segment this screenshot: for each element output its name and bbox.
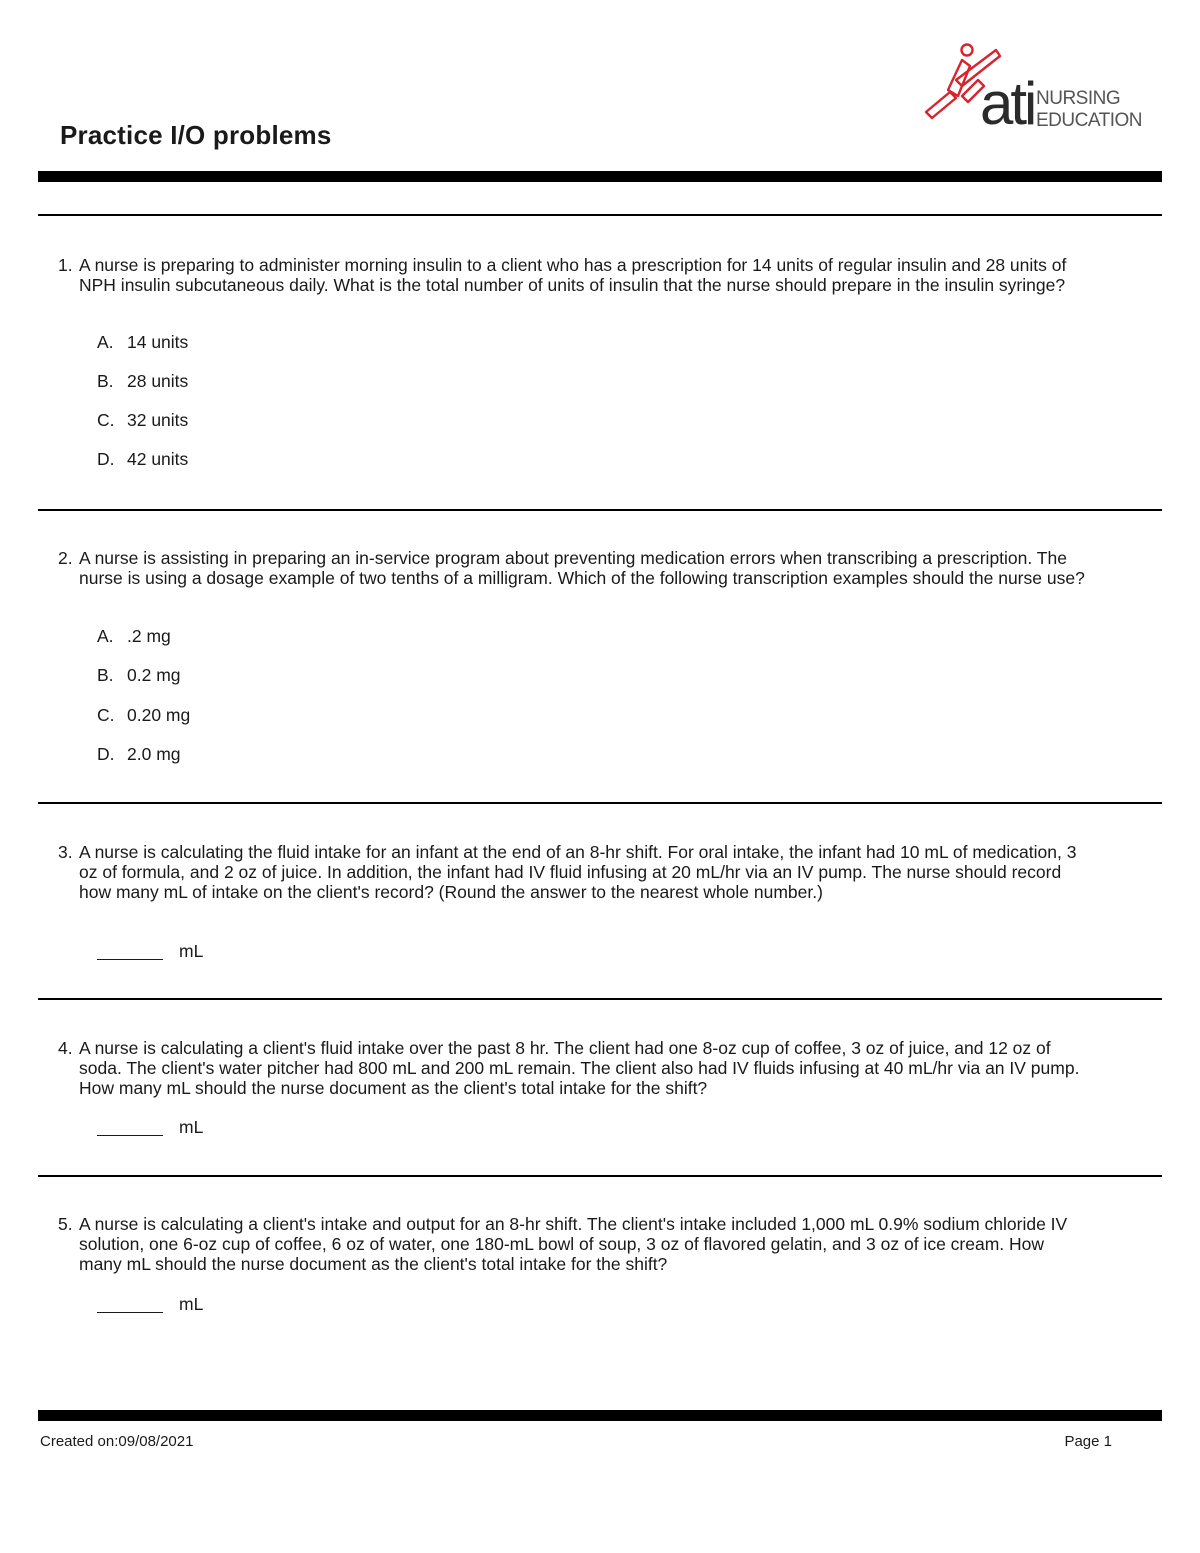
footer-divider-thick <box>38 1410 1162 1421</box>
answer-blank[interactable] <box>97 941 203 961</box>
answer-blank[interactable] <box>97 1117 203 1137</box>
answer-option[interactable] <box>97 371 188 391</box>
question-divider <box>38 998 1162 1000</box>
question-number: 1. <box>58 255 73 275</box>
question-divider <box>38 802 1162 804</box>
answer-option[interactable] <box>97 744 181 764</box>
logo-subtitle-line2: EDUCATION <box>1036 110 1142 131</box>
option-text: 0.2 mg <box>127 665 181 685</box>
option-letter: D. <box>97 449 115 469</box>
page-title: Practice I/O problems <box>60 120 332 150</box>
option-letter: C. <box>97 705 115 725</box>
question-number: 2. <box>58 548 73 568</box>
logo-subtitle <box>1036 88 1142 132</box>
answer-blank[interactable] <box>97 1294 203 1314</box>
question-number: 3. <box>58 842 73 862</box>
answer-option[interactable] <box>97 705 190 725</box>
option-letter: C. <box>97 410 115 430</box>
answer-unit: mL <box>179 1294 204 1314</box>
question-divider <box>38 509 1162 511</box>
option-letter: A. <box>97 626 114 646</box>
ati-logo <box>918 40 1158 140</box>
answer-option[interactable] <box>97 626 171 646</box>
question-number: 5. <box>58 1214 73 1234</box>
answer-option[interactable] <box>97 665 181 685</box>
question-text: A nurse is calculating a client's fluid intake over the past 8 hr. The client had one 8-oz cup of coffee, 3 oz of juice, and 12 oz of soda. The client's water pitcher had 800 mL and 200 mL remain. The client also had IV fluids infusing at 40 mL/hr via an IV pump. How many mL should the nurse document as the client's total intake for the shift? <box>79 1038 1080 1098</box>
created-date: Created on:09/08/2021 <box>40 1433 194 1450</box>
question-text: A nurse is calculating the fluid intake for an infant at the end of an 8-hr shift. For oral intake, the infant had 10 mL of medication, 3 oz of formula, and 2 oz of juice. In addition, the infant had IV fluid infusing at 20 mL/hr via an IV pump. The nurse should record how many mL of intake on the client's record? (Round the answer to the nearest whole number.) <box>79 842 1077 902</box>
question-divider <box>38 1175 1162 1177</box>
answer-line[interactable] <box>97 1312 163 1313</box>
option-text: 2.0 mg <box>127 744 181 764</box>
option-text: .2 mg <box>127 626 171 646</box>
header-divider-thin <box>38 214 1162 216</box>
option-text: 42 units <box>127 449 189 469</box>
answer-option[interactable] <box>97 449 188 469</box>
answer-line[interactable] <box>97 1135 163 1136</box>
option-text: 32 units <box>127 410 189 430</box>
option-letter: B. <box>97 665 114 685</box>
option-text: 0.20 mg <box>127 705 191 725</box>
option-text: 28 units <box>127 371 189 391</box>
question-number: 4. <box>58 1038 73 1058</box>
option-letter: D. <box>97 744 115 764</box>
page-number: Page 1 <box>1064 1433 1112 1450</box>
logo-wordmark: ati <box>980 70 1035 137</box>
option-letter: A. <box>97 332 114 352</box>
question-text: A nurse is calculating a client's intake and output for an 8-hr shift. The client's intake included 1,000 mL 0.9% sodium chloride IV solution, one 6-oz cup of coffee, 6 oz of water, one 180-mL bowl of soup, 3 oz of flavored gelatin, and 3 oz of ice cream. How many mL should the nurse document as the client's total intake for the shift? <box>79 1214 1068 1274</box>
answer-option[interactable] <box>97 332 188 352</box>
answer-unit: mL <box>179 941 204 961</box>
answer-line[interactable] <box>97 959 163 960</box>
logo-subtitle-line1: NURSING <box>1036 88 1121 109</box>
option-letter: B. <box>97 371 114 391</box>
header-divider-thick <box>38 171 1162 182</box>
option-text: 14 units <box>127 332 189 352</box>
answer-option[interactable] <box>97 410 188 430</box>
answer-unit: mL <box>179 1117 204 1137</box>
question-text: A nurse is preparing to administer morning insulin to a client who has a prescription for 14 units of regular insulin and 28 units of NPH insulin subcutaneous daily. What is the total number of units of insulin that the nurse should prepare in the insulin syringe? <box>79 255 1067 295</box>
question-text: A nurse is assisting in preparing an in-service program about preventing medication errors when transcribing a prescription. The nurse is using a dosage example of two tenths of a milligram. Which of the following transcription examples should the nurse use? <box>79 548 1085 588</box>
